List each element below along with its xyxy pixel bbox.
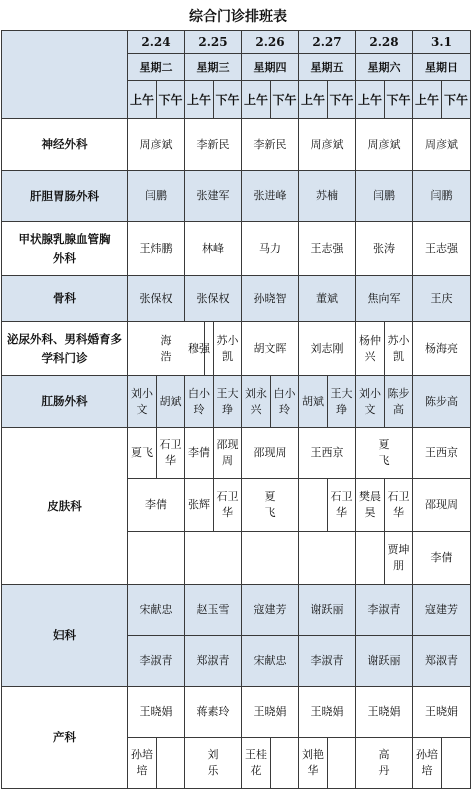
am-label: 上午 [185, 81, 214, 119]
empty-cell [157, 738, 185, 789]
schedule-cell: 刘小文 [128, 376, 157, 428]
schedule-cell: 王晓娟 [128, 687, 185, 738]
date-4: 2.27 [299, 31, 356, 54]
schedule-cell: 孙培培 [413, 738, 442, 789]
schedule-cell: 李倩 [128, 479, 185, 532]
schedule-cell: 杨仲兴 [356, 322, 385, 376]
schedule-cell: 王晓娟 [299, 687, 356, 738]
schedule-cell: 邵现周 [242, 428, 299, 479]
schedule-cell: 王西京 [413, 428, 471, 479]
schedule-cell: 周彦斌 [299, 119, 356, 171]
schedule-cell: 张保权 [185, 276, 242, 322]
schedule-cell: 林峰 [185, 222, 242, 276]
weekday-6: 星期日 [413, 54, 471, 81]
schedule-cell: 谢跃丽 [356, 636, 413, 687]
schedule-cell: 闫鹏 [128, 171, 185, 222]
schedule-cell: 周彦斌 [356, 119, 413, 171]
schedule-cell: 夏飞 [356, 428, 413, 479]
schedule-cell: 樊晨昊 [356, 479, 385, 532]
schedule-cell: 马力 [242, 222, 299, 276]
schedule-cell: 穆强 [185, 322, 214, 376]
schedule-cell: 闫鹏 [356, 171, 413, 222]
schedule-cell: 陈步高 [385, 376, 413, 428]
schedule-cell: 宋献忠 [242, 636, 299, 687]
schedule-cell: 石卫华 [214, 479, 242, 532]
empty-cell [299, 479, 328, 532]
empty-cell [328, 738, 356, 789]
schedule-cell: 王炜鹏 [128, 222, 185, 276]
schedule-cell: 苏小凯 [385, 322, 413, 376]
schedule-cell: 夏飞 [128, 428, 157, 479]
dept-neurosurgery: 神经外科 [2, 119, 128, 171]
schedule-cell: 张建军 [185, 171, 242, 222]
empty-cell [242, 532, 299, 585]
schedule-cell: 陈步高 [413, 376, 471, 428]
empty-cell [185, 532, 242, 585]
schedule-cell: 邵现周 [214, 428, 242, 479]
pm-label: 下午 [328, 81, 356, 119]
schedule-cell: 孙晓智 [242, 276, 299, 322]
schedule-cell: 王晓娟 [413, 687, 471, 738]
schedule-cell: 郑淑青 [413, 636, 471, 687]
schedule-cell: 苏小凯 [214, 322, 242, 376]
schedule-cell: 白小玲 [185, 376, 214, 428]
am-label: 上午 [242, 81, 271, 119]
schedule-cell: 李新民 [185, 119, 242, 171]
schedule-table [1, 30, 471, 789]
dept-gynecology: 妇科 [2, 585, 128, 687]
schedule-cell: 王大琤 [214, 376, 242, 428]
weekday-1: 星期二 [128, 54, 185, 81]
schedule-cell: 闫鹏 [413, 171, 471, 222]
schedule-cell: 董斌 [299, 276, 356, 322]
schedule-cell: 高丹 [356, 738, 413, 789]
schedule-cell: 刘永兴 [242, 376, 271, 428]
page-title: 综合门诊排班表 [189, 9, 287, 25]
am-label: 上午 [356, 81, 385, 119]
schedule-cell: 王晓娟 [242, 687, 299, 738]
empty-cell [442, 738, 471, 789]
schedule-cell: 胡文晖 [242, 322, 299, 376]
empty-cell [299, 532, 356, 585]
schedule-cell: 周彦斌 [413, 119, 471, 171]
schedule-cell: 李新民 [242, 119, 299, 171]
empty-cell [128, 532, 185, 585]
am-label: 上午 [413, 81, 442, 119]
schedule-cell: 周彦斌 [128, 119, 185, 171]
schedule-cell: 胡斌 [157, 376, 185, 428]
schedule-cell: 杨海亮 [413, 322, 471, 376]
schedule-cell: 王桂花 [242, 738, 271, 789]
dept-dermatology: 皮肤科 [2, 428, 128, 585]
schedule-cell: 白小玲 [271, 376, 299, 428]
schedule-cell: 郑淑青 [185, 636, 242, 687]
pm-label: 下午 [157, 81, 185, 119]
weekday-5: 星期六 [356, 54, 413, 81]
schedule-cell: 李淑青 [299, 636, 356, 687]
schedule-cell: 张涛 [356, 222, 413, 276]
date-1: 2.24 [128, 31, 185, 54]
dept-thyroid: 甲状腺乳腺血管胸外科 [2, 222, 128, 276]
header-corner [2, 31, 128, 119]
schedule-cell: 赵玉雪 [185, 585, 242, 636]
schedule-cell: 石卫华 [385, 479, 413, 532]
date-3: 2.26 [242, 31, 299, 54]
pm-label: 下午 [385, 81, 413, 119]
schedule-cell: 王志强 [299, 222, 356, 276]
dept-hepatobiliary: 肝胆胃肠外科 [2, 171, 128, 222]
schedule-cell: 李淑青 [356, 585, 413, 636]
schedule-cell: 邵现周 [413, 479, 471, 532]
schedule-cell: 石卫华 [157, 428, 185, 479]
schedule-cell: 王志强 [413, 222, 471, 276]
weekday-2: 星期三 [185, 54, 242, 81]
am-label: 上午 [128, 81, 157, 119]
schedule-cell: 李倩 [185, 428, 214, 479]
schedule-cell: 刘志刚 [299, 322, 356, 376]
dept-obstetrics: 产科 [2, 687, 128, 789]
schedule-cell: 刘小文 [356, 376, 385, 428]
dept-orthopedics: 骨科 [2, 276, 128, 322]
schedule-cell: 贾坤朋 [385, 532, 413, 585]
schedule-cell: 张辉 [185, 479, 214, 532]
schedule-cell: 海浩 [128, 322, 205, 376]
schedule-cell: 石卫华 [328, 479, 356, 532]
schedule-cell: 张保权 [128, 276, 185, 322]
schedule-cell: 王西京 [299, 428, 356, 479]
schedule-cell: 李淑青 [128, 636, 185, 687]
weekday-3: 星期四 [242, 54, 299, 81]
schedule-cell: 苏楠 [299, 171, 356, 222]
schedule-cell: 寇建芳 [242, 585, 299, 636]
schedule-cell: 寇建芳 [413, 585, 471, 636]
date-6: 3.1 [413, 31, 471, 54]
schedule-cell: 孙培培 [128, 738, 157, 789]
schedule-cell: 焦向军 [356, 276, 413, 322]
date-2: 2.25 [185, 31, 242, 54]
pm-label: 下午 [442, 81, 471, 119]
schedule-cell: 蒋素玲 [185, 687, 242, 738]
pm-label: 下午 [271, 81, 299, 119]
date-5: 2.28 [356, 31, 413, 54]
am-label: 上午 [299, 81, 328, 119]
empty-cell [356, 532, 385, 585]
schedule-cell: 王庆 [413, 276, 471, 322]
empty-cell [271, 738, 299, 789]
pm-label: 下午 [214, 81, 242, 119]
schedule-cell: 夏飞 [242, 479, 299, 532]
schedule-cell: 胡斌 [299, 376, 328, 428]
schedule-cell: 刘乐 [185, 738, 242, 789]
schedule-cell: 王大琤 [328, 376, 356, 428]
dept-urology: 泌尿外科、男科婚育多学科门诊 [2, 322, 128, 376]
dept-anorectal: 肛肠外科 [2, 376, 128, 428]
schedule-cell: 李倩 [413, 532, 471, 585]
schedule-cell: 刘艳华 [299, 738, 328, 789]
schedule-cell: 宋献忠 [128, 585, 185, 636]
schedule-cell: 谢跃丽 [299, 585, 356, 636]
schedule-cell: 王晓娟 [356, 687, 413, 738]
schedule-cell: 张进峰 [242, 171, 299, 222]
weekday-4: 星期五 [299, 54, 356, 81]
